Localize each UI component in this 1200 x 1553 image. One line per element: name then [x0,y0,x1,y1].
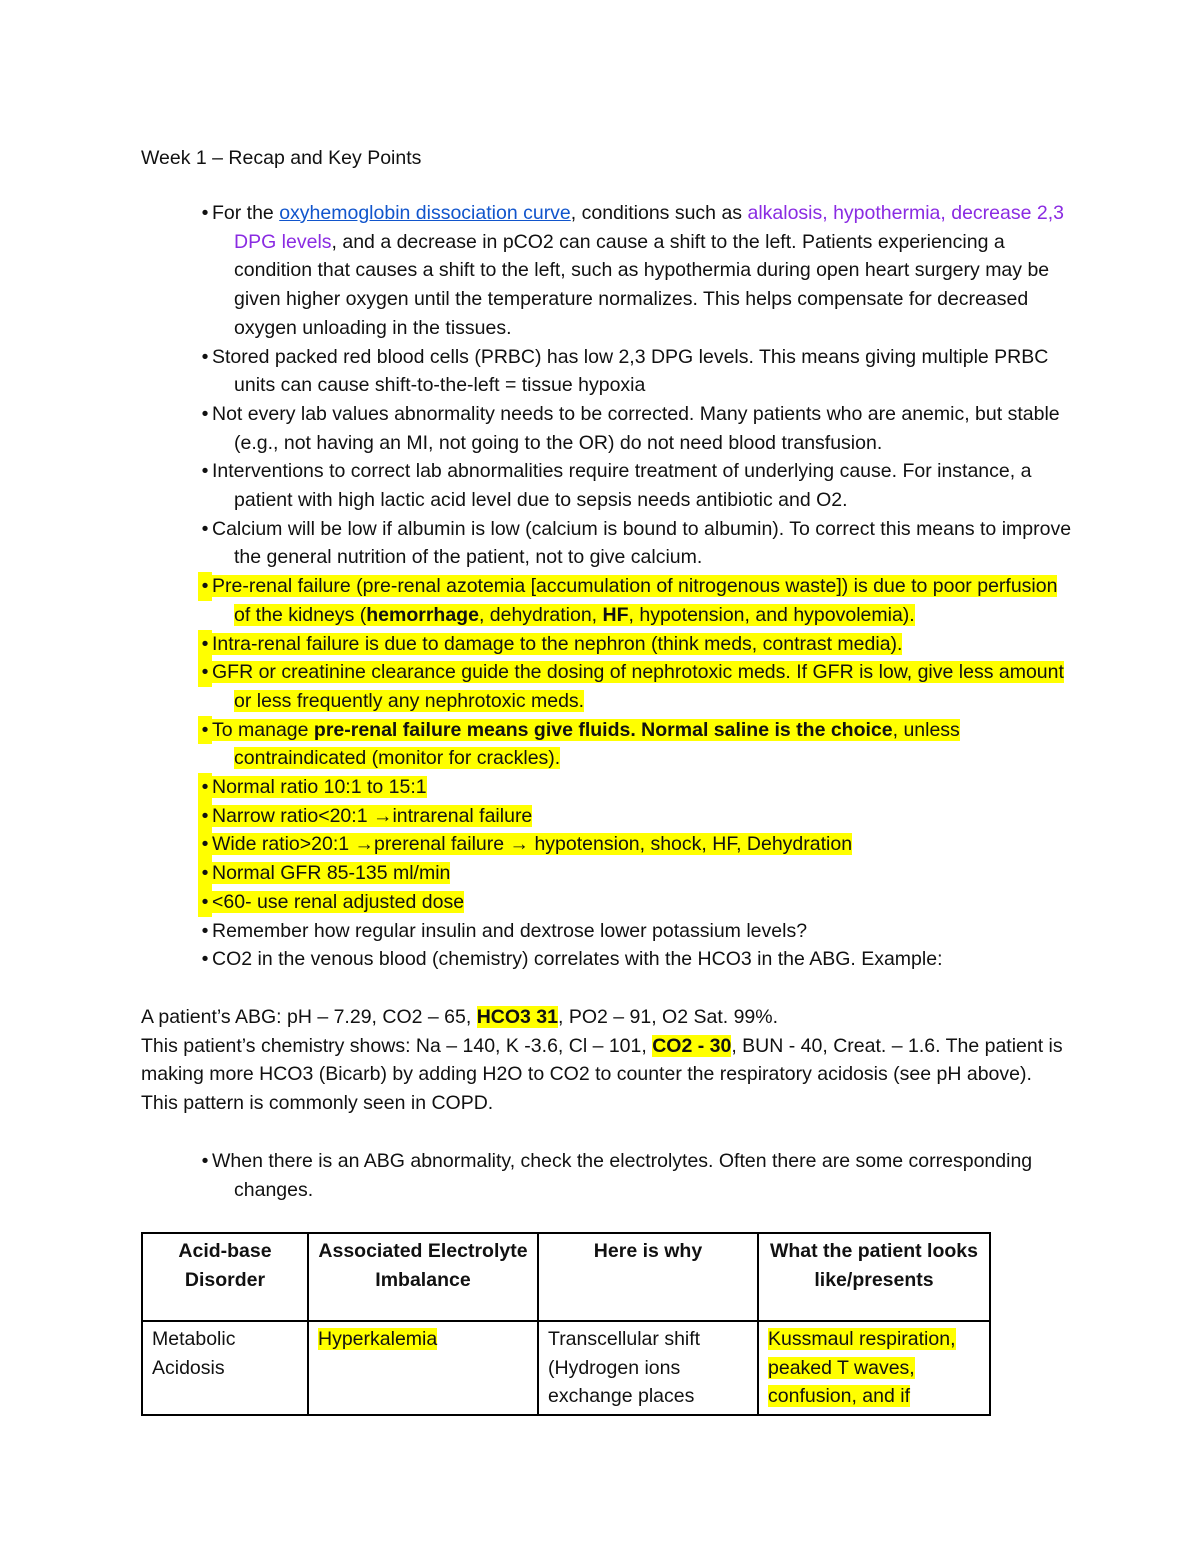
bullet-icon: • [201,460,209,483]
bullet-icon: • [198,630,212,659]
table-cell: Transcellular shift (Hydrogen ions exchange places [538,1321,758,1415]
bullet-icon: • [201,517,209,540]
list-item: • Pre-renal failure (pre-renal azotemia [accumulation of nitrogenous waste]) is due to poor perfusion of the kidneys (hemorrhage, dehydration, HF, hypotension, and hypovolemia). [198,572,1078,629]
list-item: • Intra-renal failure is due to damage to the nephron (think meds, contrast media). [198,630,1078,659]
abg-electrolyte-list [198,1147,1078,1204]
list-item: • CO2 in the venous blood (chemistry) correlates with the HCO3 in the ABG. Example: [198,945,1078,974]
list-item: • To manage pre-renal failure means give fluids. Normal saline is the choice, unless contraindicated (monitor for crackles). [198,716,1078,773]
list-item: • Normal ratio 10:1 to 15:1 [198,773,1078,802]
list-item: • Wide ratio>20:1 →prerenal failure → hypotension, shock, HF, Dehydration [198,830,1078,859]
table-cell: Hyperkalemia [308,1321,538,1415]
abg-example-paragraph: A patient’s ABG: pH – 7.29, CO2 – 65, HCO3 31, PO2 – 91, O2 Sat. 99%. This patient’s chemistry shows: Na – 140, K -3.6, Cl – 101, CO2 - 30, BUN - 40, Creat. – 1.6. The patient is making more HCO3 (Bicarb) by adding H2O to CO2 to counter the respiratory acidosis (see pH above). This pattern is commonly seen in COPD. [141,1006,1063,1115]
list-item: • Interventions to correct lab abnormalities require treatment of underlying cause. For instance, a patient with high lactic acid level due to sepsis needs antibiotic and O2. [198,457,1078,514]
co2-highlight: CO2 - 30 [652,1034,732,1057]
bullet-icon: • [201,948,209,971]
arrow-right-icon: → [354,833,375,856]
list-item: • Normal GFR 85-135 ml/min [198,859,1078,888]
left-shift-conditions: alkalosis, hypothermia, decrease 2,3 DPG levels [234,202,1064,253]
bullet-icon: • [198,658,212,687]
table-cell: Kussmaul respiration, peaked T waves, confusion, and if [758,1321,990,1415]
bullet-icon: • [198,716,212,745]
list-item: • For the oxyhemoglobin dissociation curve, conditions such as alkalosis, hypothermia, decrease 2,3 DPG levels, and a decrease in pCO2 can cause a shift to the left. Patients experiencing a condition that causes a shift to the left, such as hypothermia during open heart surgery may be given higher oxygen until the temperature normalizes. This helps compensate for decreased oxygen unloading in the tissues. [198,199,1078,343]
list-item: • Remember how regular insulin and dextrose lower potassium levels? [198,917,1078,946]
list-item: • Stored packed red blood cells (PRBC) has low 2,3 DPG levels. This means giving multiple PRBC units can cause shift-to-the-left = tissue hypoxia [198,343,1078,400]
page-title: Week 1 – Recap and Key Points [141,147,422,169]
key-points-list [198,199,1078,974]
bullet-icon: • [201,202,209,224]
column-header: What the patient looks like/presents [758,1233,990,1321]
bullet-icon: • [198,773,212,802]
list-item: • GFR or creatinine clearance guide the dosing of nephrotoxic meds. If GFR is low, give less amount or less frequently any nephrotoxic meds. [198,658,1078,715]
list-item: • Narrow ratio<20:1 →intrarenal failure [198,802,1078,831]
bullet-icon: • [198,888,212,917]
arrow-right-icon: → [509,833,530,856]
bullet-icon: • [198,830,212,859]
bullet-icon: • [201,402,209,425]
list-item: • Calcium will be low if albumin is low (calcium is bound to albumin). To correct this means to improve the general nutrition of the patient, not to give calcium. [198,515,1078,572]
table-cell: Metabolic Acidosis [142,1321,308,1415]
hco3-highlight: HCO3 31 [476,1006,558,1028]
bullet-icon: • [201,919,209,942]
table-row [142,1321,990,1415]
arrow-right-icon: → [372,804,393,827]
column-header: Associated Electrolyte Imbalance [308,1233,538,1321]
bullet-icon: • [198,572,212,601]
bullet-icon: • [201,1150,209,1172]
column-header: Acid-base Disorder [142,1233,308,1321]
bullet-icon: • [198,859,212,888]
acid-base-table [141,1232,991,1416]
oxyhemoglobin-curve-link[interactable]: oxyhemoglobin dissociation curve [279,202,571,224]
bullet-icon: • [201,345,209,368]
list-item: • Not every lab values abnormality needs to be corrected. Many patients who are anemic, but stable (e.g., not having an MI, not going to the OR) do not need blood transfusion. [198,400,1078,457]
column-header: Here is why [538,1233,758,1321]
list-item: • <60- use renal adjusted dose [198,888,1078,917]
table-header-row [142,1233,990,1321]
list-item: • When there is an ABG abnormality, check the electrolytes. Often there are some corresponding changes. [198,1147,1078,1204]
bullet-icon: • [198,802,212,831]
